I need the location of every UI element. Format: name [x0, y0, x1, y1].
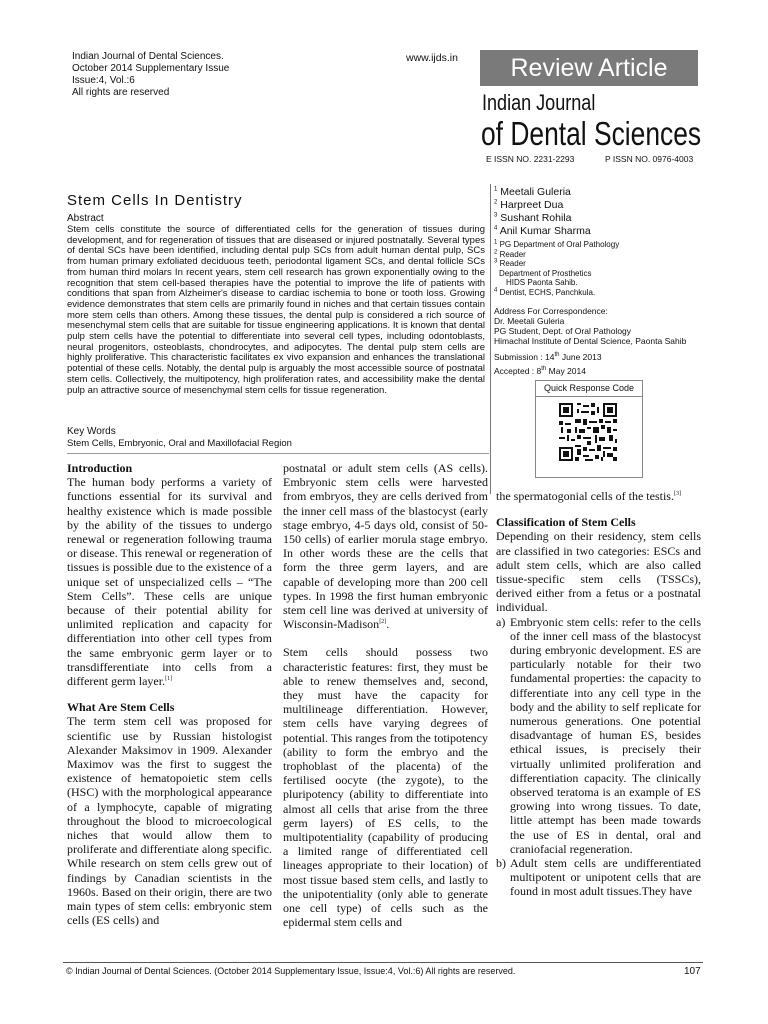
page-number: 107 [684, 966, 701, 977]
dates [494, 350, 602, 378]
classification-text: Depending on their residency, stem cells are classified in two categories: ESCs and adult stem cells, which are also called tissue-specific stem cells (TSSCs), derived either from a fetus or a postnatal individual. [496, 529, 701, 615]
keywords: Stem Cells, Embryonic, Oral and Maxillofacial Region [67, 438, 292, 449]
website-link[interactable]: www.ijds.in [406, 52, 458, 64]
eissn: E ISSN NO. 2231-2293 [486, 154, 575, 164]
list-item-b: b) Adult stem cells are undifferentiated multipotent or unipotent cells that are found in most adult tissues.They have [496, 856, 701, 899]
what-are-stem-cells-heading: What Are Stem Cells [67, 700, 175, 715]
column-1 [67, 461, 272, 928]
article-title: Stem Cells In Dentistry [67, 192, 243, 209]
footer-copyright: © Indian Journal of Dental Sciences. (October 2014 Supplementary Issue, Issue:4, Vol.:6) All rights are reserved. [66, 966, 516, 976]
author-list [494, 186, 591, 238]
qr-code-box [535, 380, 643, 478]
introduction-text: The human body performs a variety of functions essential for its survival and healthy existence which is made possible by the ability of the tissues to undergo renewal or regeneration following trauma or disease. This renewal or regeneration of tissues is possible due to the existence of a unique set of unspecialized cells – “The Stem Cells”. These cells are unique because of their potential ability for unlimited replication and capacity for differentiation into other cell types from the same embryonic germ layer or to transdifferentiate into cells from a different germ layer.[1] [67, 475, 272, 689]
issue-line: October 2014 Supplementary Issue [72, 63, 230, 74]
introduction-heading: Introduction [67, 461, 133, 475]
abstract-text: Stem cells constitute the source of differentiated cells for the generation of tissues during development, and for regeneration of tissues that are diseased or injured postnatally. Several types of dental SCs have been identified, including dental pulp SCs from adult human dental pulp, SCs from human primary exfoliated deciduous teeth, periodontal ligament SCs, and dental follicle SCs from human third molars In recent years, stem cell research has grown exponentially owing to the recognition that stem cell-based therapies have the potential to improve the life of patients with conditions that span from Alzheimer's disease to cardiac ischemia to bone or tooth loss. Growing evidence demonstrates that stem cells are primarily found in niches and that certain tissues contain more stem cells than others. Among these tissues, the dental pulp is considered a rich source of mesenchymal stem cells that are suitable for tissue engineering applications. It is known that dental pulp stem cells have the potential to differentiate into several cell types, including odontoblasts, neural progenitors, osteoblasts, chondrocytes, and adipocytes. The dental pulp stem cells are highly proliferative. This characteristic facilitates ex vivo expansion and enhances the translational potential of these cells. Notably, the dental pulp is arguably the most accessible source of postnatal stem cells. Collectively, the multipotency, high proliferation rates, and accessibility make the dental pulp an attractive source of mesenchymal stem cells for tissue regeneration. [67, 224, 485, 396]
qr-code-icon[interactable] [559, 403, 617, 461]
affiliations: $^1$ PG Department of Oral Pathology $^2$ Reader $^3$ Reader Department of Prosthetics HIDS Paonta Sahib. $^4$ Dentist, ECHS, Panchkula. [494, 239, 620, 297]
col3-paragraph-0: the spermatogonial cells of the testis.[3] [496, 489, 681, 503]
keywords-heading: Key Words [67, 426, 116, 437]
qr-title: Quick Response Code [536, 381, 642, 397]
what-are-stem-cells-text: The term stem cell was proposed for scientific use by Russian histologist Alexander Maksimov in 1909. Alexander Maximov was the first to suggest the existence of hematopoietic stem cells (HSC) with the morphological appearance of a lymphocyte, capable of migrating throughout the blood to microecological niches that would allow them to proliferate and differentiate along specific. While research on stem cells grew out of findings by Canadian scientists in the 1960s. Based on their origin, there are two main types of stem cells: embryonic stem cells (ES cells) and [67, 714, 272, 928]
journal-name-bottom: of Dental Sciences [481, 115, 702, 152]
journal-line: Indian Journal of Dental Sciences. [72, 51, 224, 62]
journal-name-top: Indian Journal [482, 90, 596, 115]
column-3 [496, 489, 701, 899]
header-info [72, 51, 229, 99]
list-item-a: a) Embryonic stem cells: refer to the cells of the inner cell mass of the blastocyst during embryonic development. ES are particularly notable for their two fundamental properties: the capacity to differentiate into any cell type in the body and the ability to self replicate for numerous generations. One potential disadvantage of human ES, besides ethical issues, is precisely their virtually unlimited proliferation and differentiation capacity. The clinically observed teratoma is an example of ES growing into wrong tissues. To date, little attempt has been made towards the use of ES in dental, oral and craniofacial regeneration. [496, 614, 701, 856]
col2-paragraph-2: Stem cells should possess two characteristic features: first, they must be able to renew themselves and, second, they must have the capacity for multilineage differentiation. However, stem cells have varying degrees of potential. This ranges from the totipotency (ability to form the embryo and the trophoblast of the placenta) of the fertilised oocyte (the zygote), to the pluripotency (ability to differentiate into almost all cells that arise from the three germ layers) of ES cells, to the multipotentiality (capability of producing a limited range of differentiated cell lineages appropriate to their location) of most tissue based stem cells, and lastly to the unipotentiality (only able to generate one cell type) of cells such as the epidermal stem cells and [283, 645, 488, 930]
column-2 [283, 461, 488, 930]
issue-volume: Issue:4, Vol.:6 [72, 75, 135, 86]
review-article-banner: Review Article [480, 50, 698, 86]
author-1: $^1$ Meetali Guleria [494, 186, 571, 198]
correspondence: Address For Correspondence: Dr. Meetali Guleria PG Student, Dept. of Oral Pathology Himachal Institute of Dental Science, Paonta Sahib [494, 306, 687, 346]
footer-divider [63, 962, 703, 963]
abstract-divider [67, 453, 489, 454]
author-2: $^2$ Harpreet Dua [494, 199, 564, 211]
accepted-date: Accepted : 8th May 2014 [494, 366, 586, 376]
abstract-heading: Abstract [67, 213, 104, 224]
classification-heading: Classification of Stem Cells [496, 515, 636, 530]
col2-paragraph-1: postnatal or adult stem cells (AS cells). Embryonic stem cells were harvested from embryos, they are cells derived from the inner cell mass of the blastocyst (early stage embryo, 4-5 days old, consist of 50-150 cells) of earlier morula stage embryo. In other words these are the cells that form the three germ layers, and are capable of developing more than 200 cell types. In 1998 the first human embryonic stem cell line was derived at university of Wisconsin-Madison[2]. [283, 461, 488, 632]
submission-date: Submission : 14th June 2013 [494, 352, 602, 362]
author-4: $^4$ Anil Kumar Sharma [494, 225, 591, 237]
pissn: P ISSN NO. 0976-4003 [605, 154, 694, 164]
rights-line: All rights are reserved [72, 87, 170, 98]
column-divider [490, 184, 491, 494]
author-3: $^3$ Sushant Rohila [494, 212, 572, 224]
